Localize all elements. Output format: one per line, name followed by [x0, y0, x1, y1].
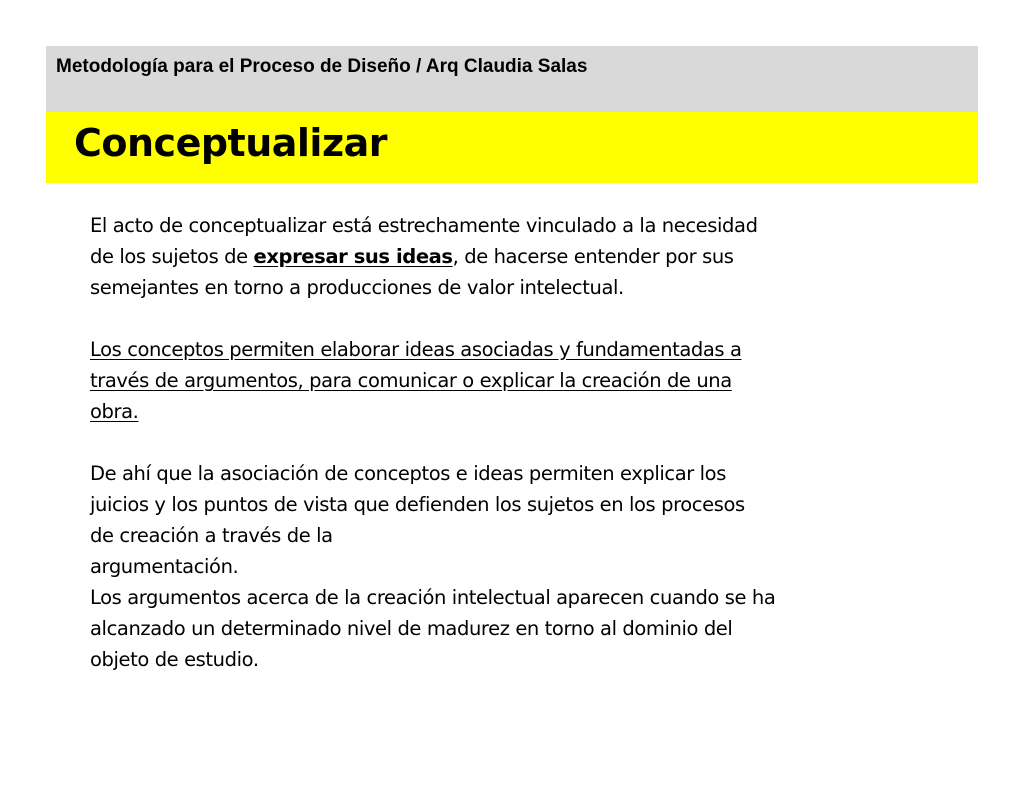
paragraph-2-line-3: obra. [90, 400, 139, 423]
paragraph-1-line-2-start: de los sujetos de [90, 245, 254, 268]
paragraph-3-line-1: De ahí que la asociación de conceptos e ideas permiten explicar los [90, 462, 726, 485]
paragraph-1-line-1: El acto de conceptualizar está estrechamente vinculado a la necesidad [90, 214, 758, 237]
paragraph-3-line-6: alcanzado un determinado nivel de madurez en torno al dominio del [90, 617, 733, 640]
paragraph-2-line-1: Los conceptos permiten elaborar ideas asociadas y fundamentadas a [90, 338, 742, 361]
slide-title: Conceptualizar [74, 121, 387, 165]
expresar-sus-ideas-emphasis: expresar sus ideas [253, 245, 453, 268]
paragraph-3-line-2: juicios y los puntos de vista que defienden los sujetos en los procesos [90, 493, 745, 516]
paragraph-gap [90, 427, 860, 458]
paragraph-3-line-7: objeto de estudio. [90, 648, 259, 671]
paragraph-2 [90, 334, 860, 427]
paragraph-1 [90, 210, 860, 303]
paragraph-3-line-3: de creación a través de la [90, 524, 333, 547]
paragraph-3-line-5: Los argumentos acerca de la creación intelectual aparecen cuando se ha [90, 586, 776, 609]
paragraph-3 [90, 458, 860, 675]
paragraph-gap [90, 303, 860, 334]
header-band [46, 46, 978, 112]
course-title: Metodología para el Proceso de Diseño / Arq Claudia Salas [56, 56, 588, 77]
title-band [46, 112, 978, 183]
paragraph-1-line-2 [90, 241, 860, 272]
slide-body [90, 210, 860, 675]
paragraph-1-line-3: semejantes en torno a producciones de valor intelectual. [90, 276, 624, 299]
paragraph-2-line-2: través de argumentos, para comunicar o explicar la creación de una [90, 369, 732, 392]
paragraph-1-line-2-end: , de hacerse entender por sus [452, 245, 734, 268]
paragraph-3-line-4: argumentación. [90, 555, 239, 578]
